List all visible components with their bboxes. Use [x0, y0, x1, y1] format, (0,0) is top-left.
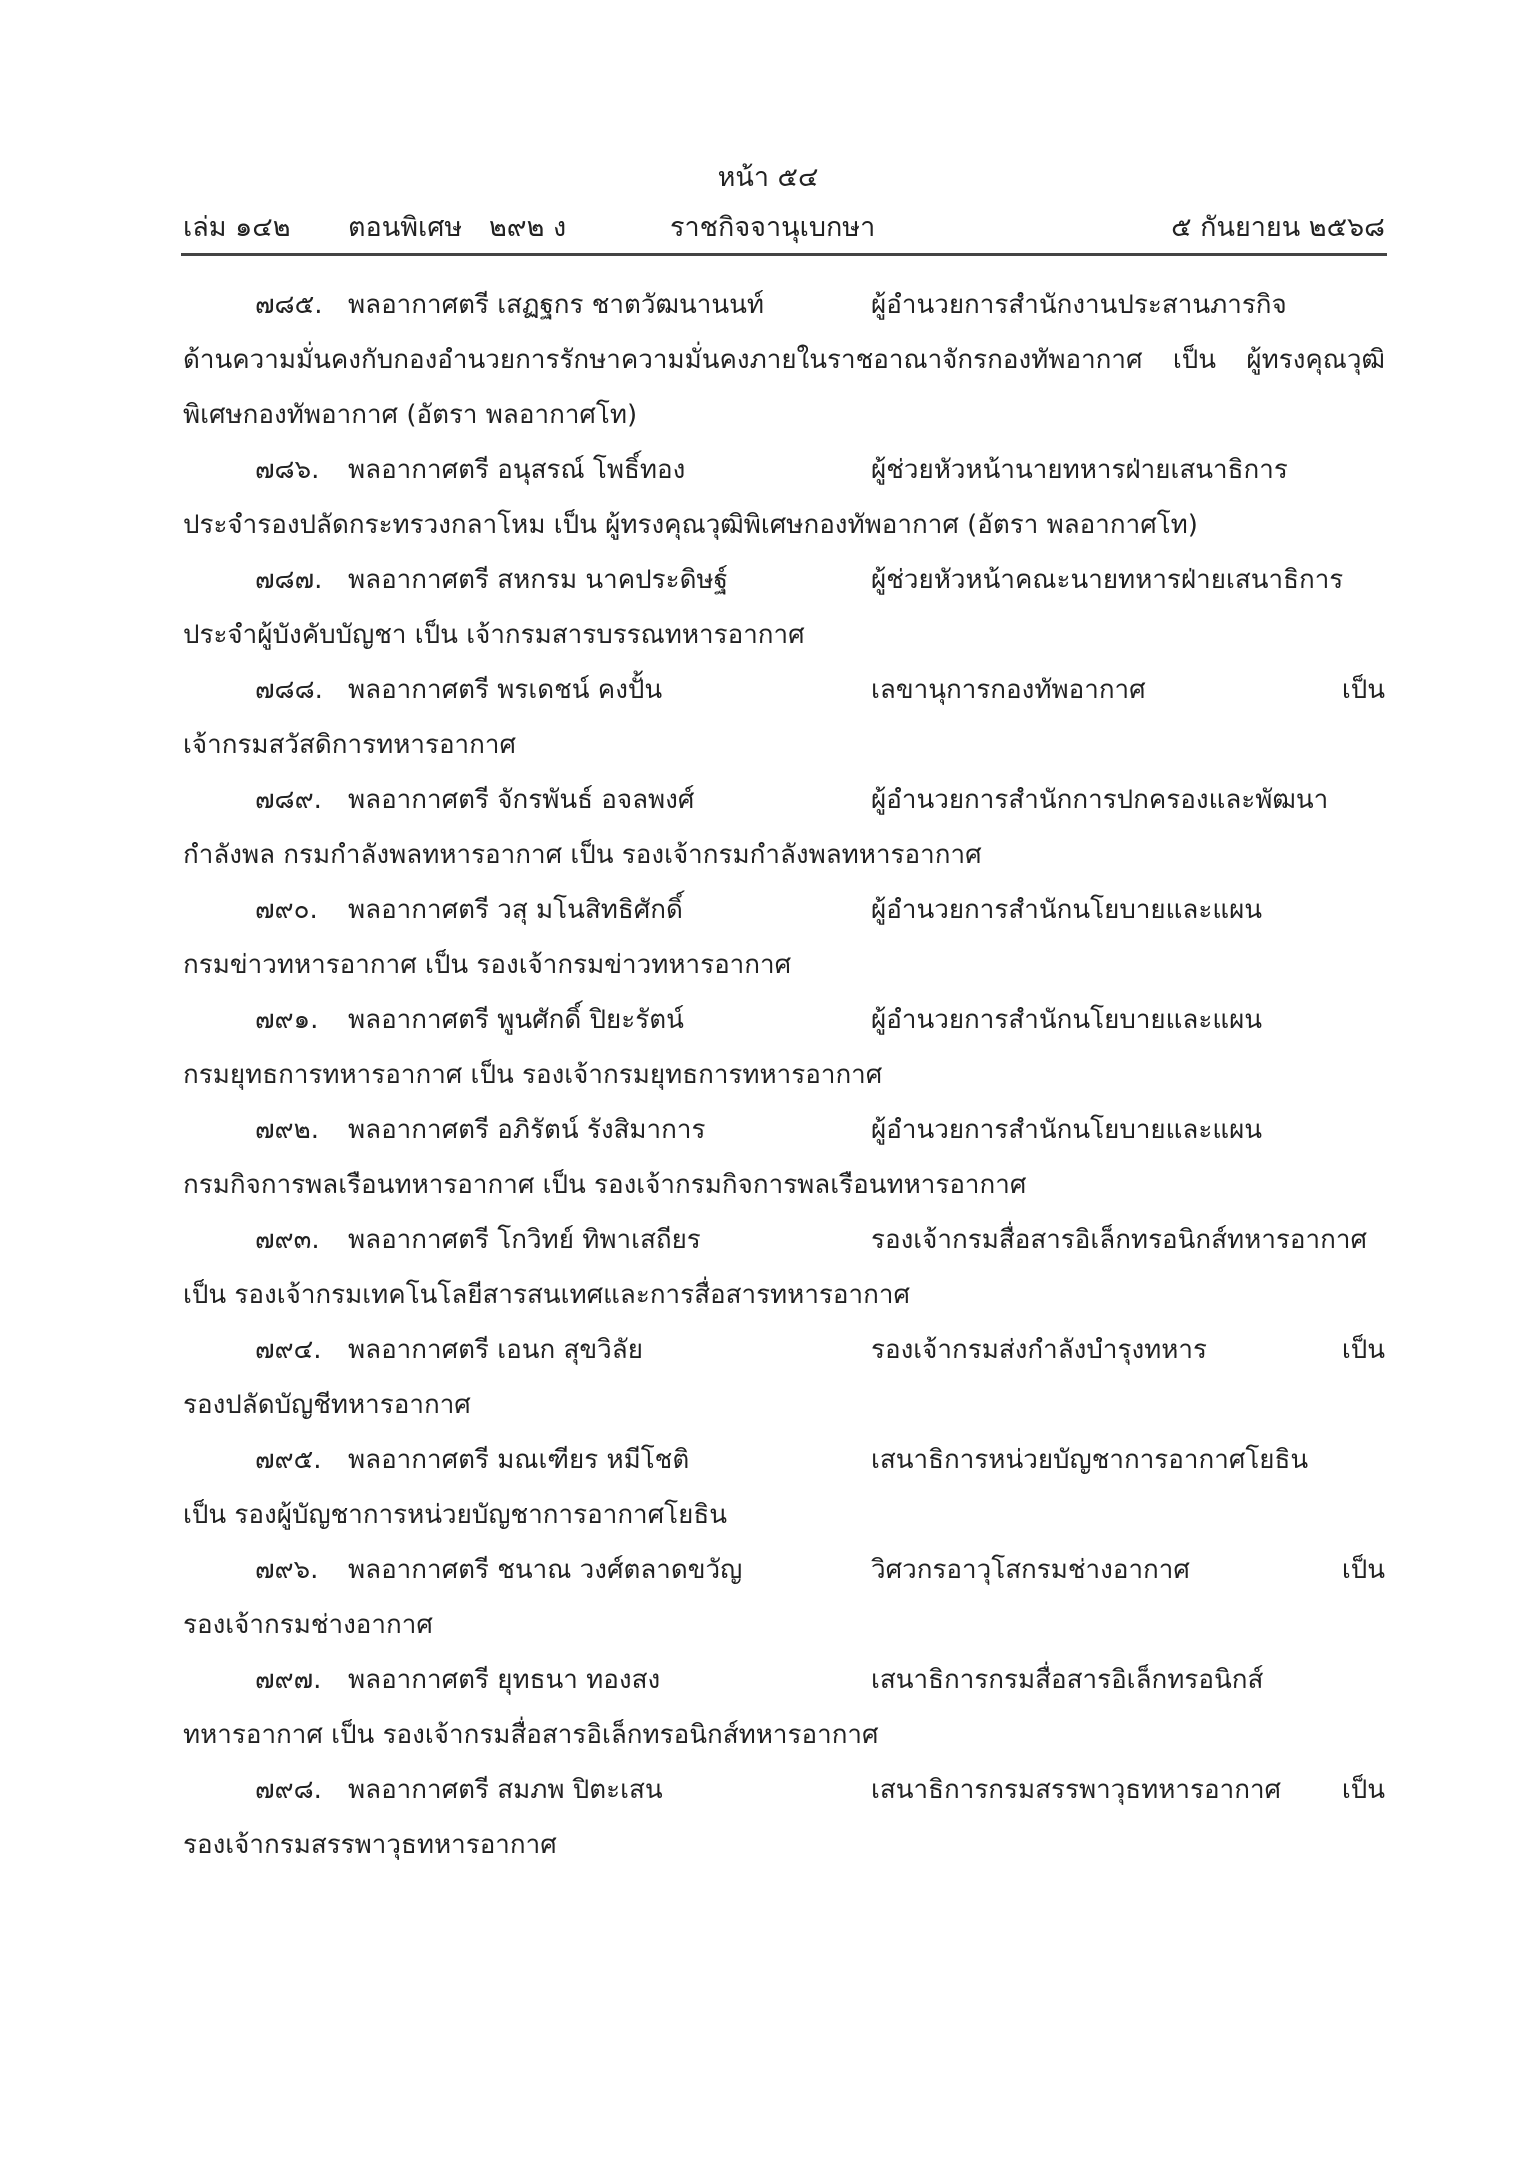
appointment-entry [183, 1213, 1385, 1323]
appointment-entry [183, 993, 1385, 1103]
entry-officer-name: พลอากาศตรี อภิรัตน์ รังสิมาการ [348, 1115, 706, 1145]
entry-new-appointment: ประจำรองปลัดกระทรวงกลาโหม เป็น ผู้ทรงคุณวุฒิพิเศษกองทัพอากาศ (อัตรา พลอากาศโท) [183, 510, 1198, 540]
entry-first-line [183, 1543, 1385, 1598]
entry-first-line [183, 553, 1385, 608]
appointment-entry [183, 278, 1385, 443]
entry-number: ๗๙๐. [255, 895, 318, 925]
entry-new-appointment: รองเจ้ากรมช่างอากาศ [183, 1610, 433, 1640]
entry-first-line [183, 1323, 1385, 1378]
entry-current-position: ผู้ช่วยหัวหน้าคณะนายทหารฝ่ายเสนาธิการ [871, 565, 1344, 595]
entry-officer-name: พลอากาศตรี มณเฑียร หมีโชติ [348, 1445, 690, 1475]
entry-first-line [183, 1103, 1385, 1158]
entry-new-appointment: รองเจ้ากรมสรรพาวุธทหารอากาศ [183, 1830, 557, 1860]
entry-new-appointment: กรมข่าวทหารอากาศ เป็น รองเจ้ากรมข่าวทหารอากาศ [183, 950, 792, 980]
entry-new-appointment: เจ้ากรมสวัสดิการทหารอากาศ [183, 730, 516, 760]
entry-new-appointment: กรมยุทธการทหารอากาศ เป็น รองเจ้ากรมยุทธการทหารอากาศ [183, 1060, 883, 1090]
appointment-entry [183, 1653, 1385, 1763]
entry-number: ๗๙๓. [255, 1225, 320, 1255]
entry-number: ๗๘๕. [255, 290, 323, 320]
gazette-name: ราชกิจจานุเบกษา [670, 212, 876, 243]
entry-number: ๗๙๗. [255, 1665, 322, 1695]
entry-new-appointment: ทหารอากาศ เป็น รองเจ้ากรมสื่อสารอิเล็กทรอนิกส์ทหารอากาศ [183, 1720, 879, 1750]
entry-new-appointment: กรมกิจการพลเรือนทหารอากาศ เป็น รองเจ้ากรมกิจการพลเรือนทหารอากาศ [183, 1170, 1027, 1200]
volume-label: เล่ม ๑๔๒ [183, 212, 291, 243]
publication-date: ๕ กันยายน ๒๕๖๘ [1171, 212, 1385, 243]
entry-first-line [183, 773, 1385, 828]
entry-current-position: ผู้อำนวยการสำนักนโยบายและแผน [871, 1115, 1263, 1145]
entry-officer-name: พลอากาศตรี สมภพ ปิตะเสน [348, 1775, 663, 1805]
entry-officer-name: พลอากาศตรี จักรพันธ์ อจลพงศ์ [348, 785, 695, 815]
appointment-entry [183, 663, 1385, 773]
appointment-entry [183, 1763, 1385, 1873]
entry-first-line [183, 1763, 1385, 1818]
entry-current-position: ผู้อำนวยการสำนักการปกครองและพัฒนา [871, 785, 1329, 815]
entry-first-line [183, 883, 1385, 938]
entry-first-line [183, 1433, 1385, 1488]
entry-officer-name: พลอากาศตรี เสฏฐกร ชาตวัฒนานนท์ [348, 290, 765, 320]
entry-current-position: ผู้อำนวยการสำนักนโยบายและแผน [871, 1005, 1263, 1035]
entry-first-line [183, 278, 1385, 333]
gazette-header [183, 210, 1385, 246]
entry-first-line [183, 1653, 1385, 1708]
entry-current-position: เสนาธิการกรมสรรพาวุธทหารอากาศ เป็น [871, 1775, 1385, 1805]
appointment-entry [183, 1543, 1385, 1653]
entry-current-position: ผู้อำนวยการสำนักงานประสานภารกิจ [871, 290, 1287, 320]
entry-new-appointment: ประจำผู้บังคับบัญชา เป็น เจ้ากรมสารบรรณทหารอากาศ [183, 620, 805, 650]
entry-number: ๗๙๘. [255, 1775, 322, 1805]
appointment-entry [183, 773, 1385, 883]
entry-new-appointment: ด้านความมั่นคงกับกองอำนวยการรักษาความมั่นคงภายในราชอาณาจักรกองทัพอากาศ เป็น ผู้ทรงคุณวุฒิพิเศษกองทัพอากาศ (อัตรา พลอากาศโท) [183, 345, 1385, 430]
entry-officer-name: พลอากาศตรี อนุสรณ์ โพธิ์ทอง [348, 455, 686, 485]
entry-number: ๗๙๖. [255, 1555, 319, 1585]
entry-current-position: วิศวกรอาวุโสกรมช่างอากาศ เป็น [871, 1555, 1385, 1585]
entry-first-line [183, 443, 1385, 498]
issue-number: ๒๙๒ ง [489, 212, 567, 243]
appointment-entry [183, 553, 1385, 663]
entry-officer-name: พลอากาศตรี วสุ มโนสิทธิศักดิ์ [348, 895, 683, 925]
entry-officer-name: พลอากาศตรี พรเดชน์ คงปั้น [348, 675, 663, 705]
header-rule [181, 253, 1387, 256]
appointment-entry [183, 443, 1385, 553]
entry-first-line [183, 993, 1385, 1048]
entry-first-line [183, 1213, 1385, 1268]
entry-officer-name: พลอากาศตรี โกวิทย์ ทิพาเสถียร [348, 1225, 701, 1255]
entry-current-position: รองเจ้ากรมสื่อสารอิเล็กทรอนิกส์ทหารอากาศ [871, 1225, 1367, 1255]
entry-officer-name: พลอากาศตรี สหกรม นาคประดิษฐ์ [348, 565, 728, 595]
entry-first-line [183, 663, 1385, 718]
entry-new-appointment: เป็น รองเจ้ากรมเทคโนโลยีสารสนเทศและการสื่อสารทหารอากาศ [183, 1280, 910, 1310]
appointment-list [183, 278, 1385, 1873]
entry-current-position: เสนาธิการหน่วยบัญชาการอากาศโยธิน [871, 1445, 1309, 1475]
entry-number: ๗๘๘. [255, 675, 323, 705]
appointment-entry [183, 883, 1385, 993]
entry-number: ๗๘๖. [255, 455, 320, 485]
issue-label: ตอนพิเศษ [348, 212, 463, 243]
entry-number: ๗๘๗. [255, 565, 323, 595]
entry-number: ๗๘๙. [255, 785, 322, 815]
entry-current-position: เสนาธิการกรมสื่อสารอิเล็กทรอนิกส์ [871, 1665, 1264, 1695]
appointment-entry [183, 1103, 1385, 1213]
entry-officer-name: พลอากาศตรี ยุทธนา ทองสง [348, 1665, 661, 1695]
page-number: หน้า ๕๔ [717, 162, 819, 193]
appointment-entry [183, 1433, 1385, 1543]
entry-number: ๗๙๕. [255, 1445, 322, 1475]
entry-current-position: ผู้ช่วยหัวหน้านายทหารฝ่ายเสนาธิการ [871, 455, 1288, 485]
entry-number: ๗๙๔. [255, 1335, 322, 1365]
entry-new-appointment: กำลังพล กรมกำลังพลทหารอากาศ เป็น รองเจ้ากรมกำลังพลทหารอากาศ [183, 840, 982, 870]
entry-new-appointment: รองปลัดบัญชีทหารอากาศ [183, 1390, 471, 1420]
entry-officer-name: พลอากาศตรี เอนก สุขวิลัย [348, 1335, 643, 1365]
entry-new-appointment: เป็น รองผู้บัญชาการหน่วยบัญชาการอากาศโยธิน [183, 1500, 728, 1530]
entry-number: ๗๙๑. [255, 1005, 319, 1035]
entry-officer-name: พลอากาศตรี ชนาณ วงศ์ตลาดขวัญ [348, 1555, 743, 1585]
appointment-entry [183, 1323, 1385, 1433]
entry-current-position: เลขานุการกองทัพอากาศ เป็น [871, 675, 1385, 705]
entry-current-position: ผู้อำนวยการสำนักนโยบายและแผน [871, 895, 1263, 925]
entry-number: ๗๙๒. [255, 1115, 319, 1145]
entry-officer-name: พลอากาศตรี พูนศักดิ์ ปิยะรัตน์ [348, 1005, 684, 1035]
entry-current-position: รองเจ้ากรมส่งกำลังบำรุงทหาร เป็น [871, 1335, 1385, 1365]
